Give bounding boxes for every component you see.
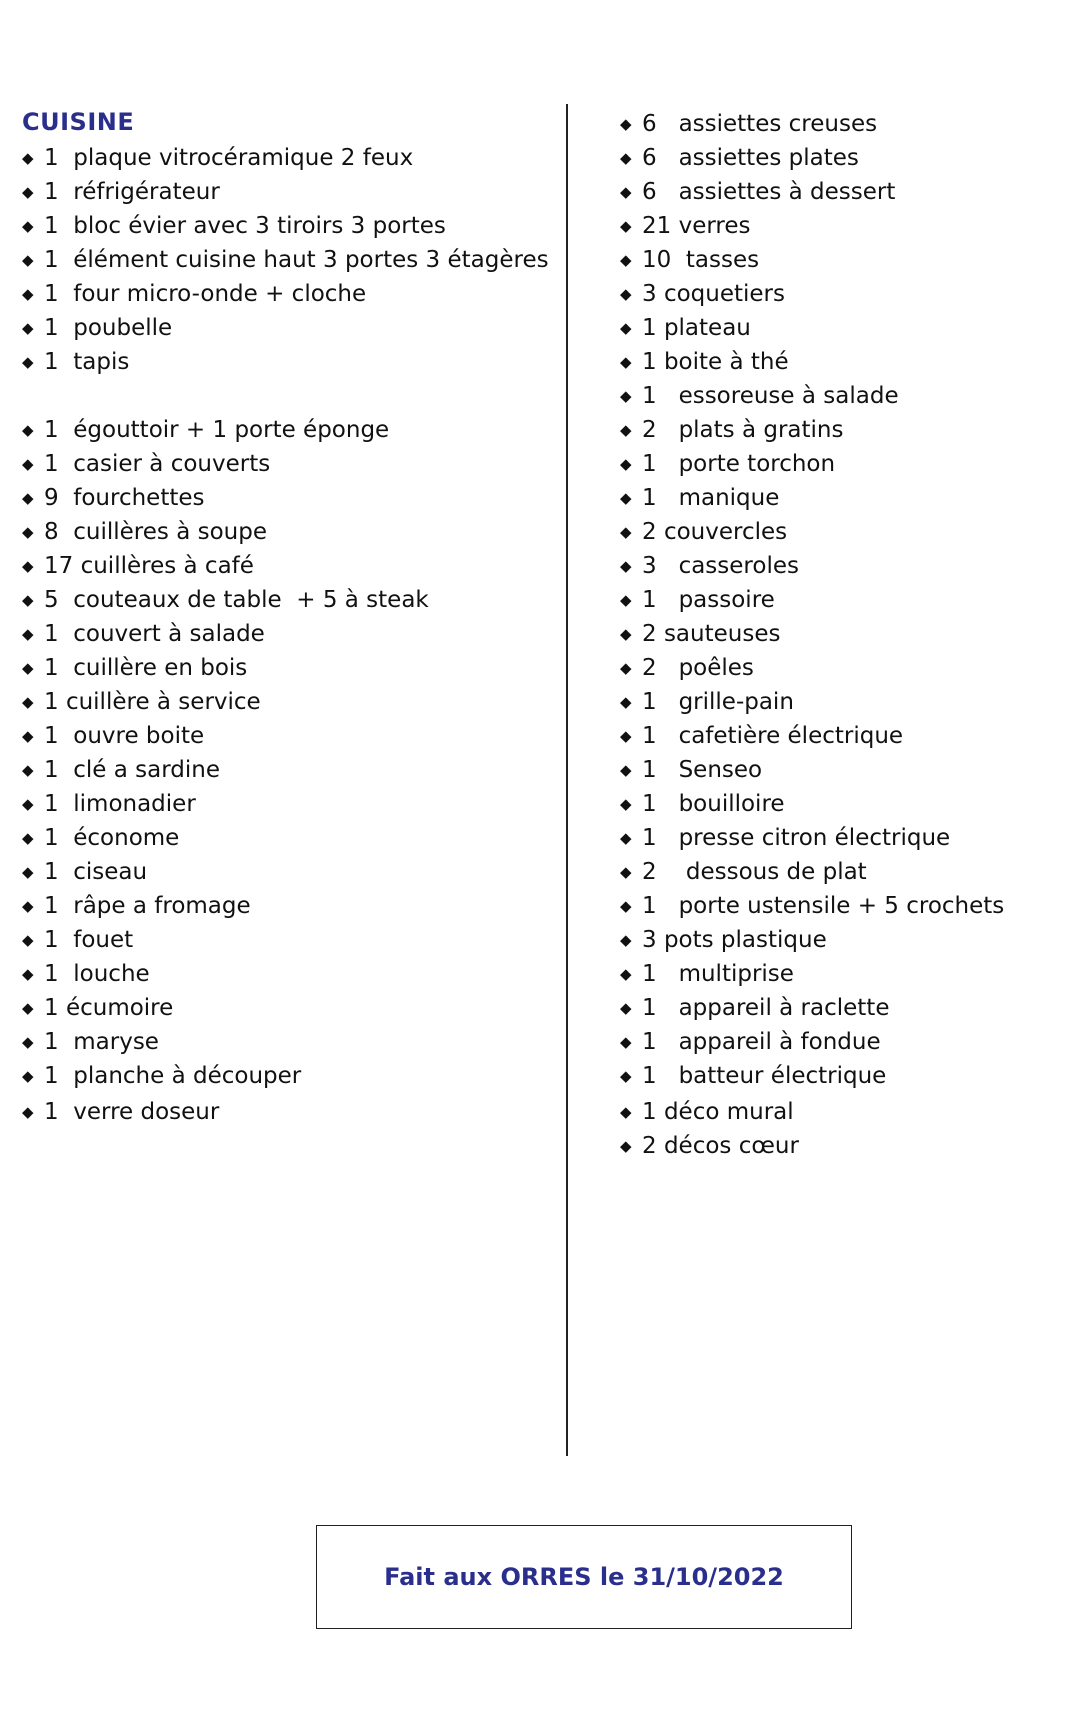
list-item [620,687,794,717]
list-item [22,1097,219,1127]
column-divider [566,104,568,1456]
list-item [620,1061,886,1091]
list-item [620,347,789,377]
diamond-bullet-icon: ◆ [22,897,34,915]
diamond-bullet-icon: ◆ [620,115,632,133]
list-item [22,279,366,309]
list-item [22,789,196,819]
diamond-bullet-icon: ◆ [22,795,34,813]
list-item-text: 2 dessous de plat [642,859,867,885]
list-item-text: 9 fourchettes [44,485,205,511]
list-item [620,891,1004,921]
diamond-bullet-icon: ◆ [22,931,34,949]
diamond-bullet-icon: ◆ [22,591,34,609]
list-item-text: 10 tasses [642,247,760,273]
list-item-text: 3 casseroles [642,553,799,579]
list-item-text: 1 batteur électrique [642,1063,887,1089]
diamond-bullet-icon: ◆ [22,353,34,371]
diamond-bullet-icon: ◆ [22,285,34,303]
list-item [620,1027,881,1057]
list-item [620,1097,794,1127]
list-item-text: 1 maryse [44,1029,159,1055]
list-item-text: 6 assiettes creuses [642,111,878,137]
list-item-text: 1 multiprise [642,961,794,987]
list-item [22,1061,301,1091]
list-item-text: 1 réfrigérateur [44,179,220,205]
list-item [620,313,751,343]
diamond-bullet-icon: ◆ [22,1103,34,1121]
list-item-text: 6 assiettes plates [642,145,859,171]
list-item-text: 1 égouttoir + 1 porte éponge [44,417,390,443]
list-item-text: 5 couteaux de table + 5 à steak [44,587,429,613]
list-item [620,789,785,819]
list-item [620,449,835,479]
diamond-bullet-icon: ◆ [22,523,34,541]
diamond-bullet-icon: ◆ [22,1033,34,1051]
list-item [620,143,859,173]
section-title-cuisine: CUISINE [22,108,135,136]
list-item [620,245,759,275]
list-item [620,585,775,615]
diamond-bullet-icon: ◆ [22,251,34,269]
list-item-text: 1 grille-pain [642,689,794,715]
list-item [22,313,172,343]
list-item-text: 21 verres [642,213,751,239]
list-item [22,993,173,1023]
list-item [22,857,147,887]
list-item [22,585,429,615]
diamond-bullet-icon: ◆ [620,1033,632,1051]
list-item [620,381,899,411]
diamond-bullet-icon: ◆ [620,999,632,1017]
list-item-text: 1 cuillère à service [44,689,261,715]
diamond-bullet-icon: ◆ [620,829,632,847]
list-item-text: 1 bloc évier avec 3 tiroirs 3 portes [44,213,446,239]
list-item-text: 1 couvert à salade [44,621,265,647]
diamond-bullet-icon: ◆ [620,1137,632,1155]
diamond-bullet-icon: ◆ [22,557,34,575]
list-item-text: 1 économe [44,825,180,851]
list-item-text: 17 cuillères à café [44,553,254,579]
list-item-text: 1 ciseau [44,859,148,885]
list-item-text: 1 four micro-onde + cloche [44,281,367,307]
diamond-bullet-icon: ◆ [620,863,632,881]
footer-box [316,1525,852,1629]
list-item [22,755,220,785]
list-item-text: 3 coquetiers [642,281,785,307]
list-item-text: 2 poêles [642,655,754,681]
diamond-bullet-icon: ◆ [22,625,34,643]
list-item-text: 8 cuillères à soupe [44,519,267,545]
list-item [22,245,549,275]
list-item [22,211,446,241]
diamond-bullet-icon: ◆ [22,999,34,1017]
list-item-text: 1 appareil à raclette [642,995,890,1021]
list-item [620,993,889,1023]
list-item-text: 1 boite à thé [642,349,789,375]
list-item [620,109,877,139]
list-item [22,551,254,581]
list-item [22,449,270,479]
list-item-text: 1 passoire [642,587,775,613]
diamond-bullet-icon: ◆ [22,1067,34,1085]
list-item [22,143,413,173]
list-item-text: 6 assiettes à dessert [642,179,896,205]
list-item-text: 1 limonadier [44,791,196,817]
list-item [620,823,950,853]
list-item [22,721,204,751]
diamond-bullet-icon: ◆ [22,761,34,779]
list-item-text: 1 Senseo [642,757,763,783]
diamond-bullet-icon: ◆ [620,353,632,371]
diamond-bullet-icon: ◆ [22,965,34,983]
diamond-bullet-icon: ◆ [620,421,632,439]
diamond-bullet-icon: ◆ [620,591,632,609]
list-item [22,823,179,853]
diamond-bullet-icon: ◆ [22,693,34,711]
list-item [620,925,827,955]
diamond-bullet-icon: ◆ [620,1067,632,1085]
list-item [620,721,903,751]
list-item [22,517,267,547]
list-item [620,551,799,581]
list-item-text: 1 louche [44,961,150,987]
diamond-bullet-icon: ◆ [22,421,34,439]
diamond-bullet-icon: ◆ [620,217,632,235]
list-item-text: 2 sauteuses [642,621,781,647]
diamond-bullet-icon: ◆ [620,455,632,473]
list-item [22,177,220,207]
list-item-text: 1 ouvre boite [44,723,205,749]
list-item-text: 1 essoreuse à salade [642,383,899,409]
diamond-bullet-icon: ◆ [22,659,34,677]
list-item [620,483,779,513]
list-item [620,959,794,989]
diamond-bullet-icon: ◆ [620,625,632,643]
list-item [620,1131,799,1161]
diamond-bullet-icon: ◆ [22,217,34,235]
diamond-bullet-icon: ◆ [620,387,632,405]
diamond-bullet-icon: ◆ [620,285,632,303]
diamond-bullet-icon: ◆ [620,251,632,269]
footer-signature-text: Fait aux ORRES le 31/10/2022 [384,1563,784,1591]
list-item-text: 2 couvercles [642,519,788,545]
list-item [22,1027,159,1057]
list-item-text: 1 bouilloire [642,791,785,817]
list-item [22,653,247,683]
list-item [620,177,895,207]
list-item-text: 1 appareil à fondue [642,1029,881,1055]
diamond-bullet-icon: ◆ [22,149,34,167]
list-item [22,959,150,989]
diamond-bullet-icon: ◆ [620,795,632,813]
diamond-bullet-icon: ◆ [22,829,34,847]
diamond-bullet-icon: ◆ [620,693,632,711]
diamond-bullet-icon: ◆ [620,727,632,745]
list-item [620,279,785,309]
list-item-text: 1 déco mural [642,1099,794,1125]
list-item-text: 1 planche à découper [44,1063,302,1089]
diamond-bullet-icon: ◆ [620,761,632,779]
list-item-text: 1 porte ustensile + 5 crochets [642,893,1005,919]
diamond-bullet-icon: ◆ [22,455,34,473]
diamond-bullet-icon: ◆ [22,489,34,507]
list-item-text: 1 fouet [44,927,134,953]
diamond-bullet-icon: ◆ [620,523,632,541]
list-item [22,687,261,717]
list-item-text: 1 porte torchon [642,451,836,477]
diamond-bullet-icon: ◆ [22,183,34,201]
list-item [620,857,867,887]
list-item-text: 1 écumoire [44,995,174,1021]
list-item [22,925,133,955]
diamond-bullet-icon: ◆ [620,319,632,337]
diamond-bullet-icon: ◆ [620,1103,632,1121]
list-item-text: 1 presse citron électrique [642,825,951,851]
list-item-text: 1 verre doseur [44,1099,220,1125]
list-item [620,211,750,241]
diamond-bullet-icon: ◆ [620,557,632,575]
list-item-text: 1 clé a sardine [44,757,221,783]
list-item-text: 1 plateau [642,315,751,341]
list-item-text: 2 décos cœur [642,1133,799,1159]
diamond-bullet-icon: ◆ [620,897,632,915]
list-item-text: 2 plats à gratins [642,417,844,443]
list-item-text: 1 poubelle [44,315,173,341]
diamond-bullet-icon: ◆ [620,965,632,983]
diamond-bullet-icon: ◆ [22,863,34,881]
list-item [620,653,754,683]
list-item-text: 1 casier à couverts [44,451,271,477]
diamond-bullet-icon: ◆ [22,727,34,745]
list-item [620,517,787,547]
diamond-bullet-icon: ◆ [620,931,632,949]
list-item-text: 1 râpe a fromage [44,893,251,919]
list-item [22,483,205,513]
list-item [620,415,844,445]
list-item-text: 1 cuillère en bois [44,655,248,681]
diamond-bullet-icon: ◆ [620,489,632,507]
list-item [22,347,129,377]
diamond-bullet-icon: ◆ [620,183,632,201]
list-item [620,755,762,785]
diamond-bullet-icon: ◆ [620,659,632,677]
list-item-text: 1 tapis [44,349,130,375]
list-item-text: 1 cafetière électrique [642,723,904,749]
list-item-text: 1 plaque vitrocéramique 2 feux [44,145,414,171]
list-item [22,619,265,649]
list-item-text: 1 élément cuisine haut 3 portes 3 étagères [44,247,549,273]
list-item-text: 3 pots plastique [642,927,827,953]
diamond-bullet-icon: ◆ [620,149,632,167]
list-item [620,619,780,649]
diamond-bullet-icon: ◆ [22,319,34,337]
list-item [22,415,389,445]
list-item [22,891,251,921]
list-item-text: 1 manique [642,485,780,511]
